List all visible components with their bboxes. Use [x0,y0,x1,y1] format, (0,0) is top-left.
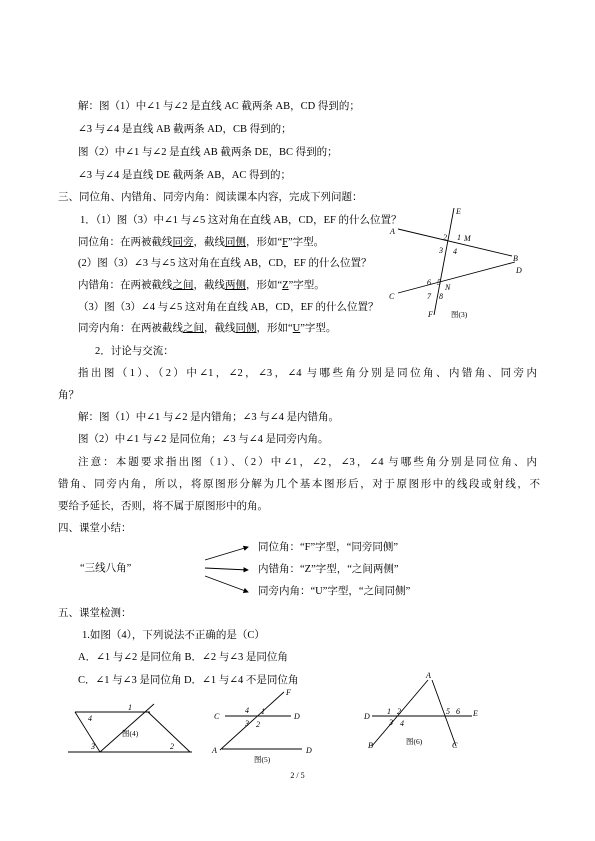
question-1: 1．（1）图（3）中∠1 与∠5 这对角在直线 AB，CD，EF 的什么位置？ [80,215,402,226]
angle-label-5: 5 [446,707,450,716]
answer-2 [78,279,325,293]
answer-2-text: 内错角：在两被截线 [78,280,173,291]
figure-6-caption: 图(6) [406,737,423,746]
angle-label-3: 3 [91,742,95,751]
point-label-a: A [212,746,217,755]
figure-4-caption: 图(4) [122,729,139,738]
answer-3-text: 同旁内角：在两被截线 [78,323,183,334]
solution-line-3: 图（2）中∠1 与∠2 是直线 AB 截两条 DE，BC 得到的； [78,147,338,158]
discussion-heading: 2．讨论与交流： [95,346,174,357]
answer-2-text: ，截线 [193,280,225,291]
answer-1-blank: F [282,237,289,248]
figure-6-diagram [362,670,480,750]
figure-5-caption: 图(5) [254,755,271,764]
diagonal-line [100,704,154,752]
point-label-b: B [368,741,373,750]
angle-label-3: 3 [389,718,393,727]
angle-label-2: 2 [397,707,401,716]
answer-1-blank: 同侧 [225,237,246,248]
angle-label-1: 1 [261,707,265,716]
transversal-line [220,692,284,750]
answer-2-text: ，形如“ [246,280,283,291]
page-number: 2 / 5 [290,771,305,780]
point-label-d: D [364,712,370,721]
arrow-to-item-2 [205,568,248,570]
angle-label-8: 8 [439,292,443,301]
answer-3-blank: U [292,323,301,334]
summary-item-2: 内错角：“Z”字型，“之间两侧” [258,564,399,575]
point-label-b: B [513,254,518,263]
point-label-f: F [428,310,433,319]
answer-1-text: ，截线 [193,237,225,248]
summary-arrows [200,540,256,602]
answer-3-blank: 同侧 [235,323,257,334]
angle-label-4: 4 [245,706,249,715]
solution-line-4: ∠3 与∠4 是直线 DE 截两条 AB，AC 得到的； [78,170,292,181]
point-label-a: A [426,671,431,680]
answer-3 [78,322,336,336]
solution-line-1: 解：图（1）中∠1 与∠2 是直线 AC 截两条 AB，CD 得到的； [78,101,360,112]
answer-2-text: ”字型。 [288,280,325,291]
angle-label-1: 1 [457,233,461,242]
discussion-question-line-2: 角？ [58,390,79,401]
answer-2-blank: Z [282,280,289,291]
answer-1-blank: 同旁 [172,237,194,248]
answer-3-text: ”字型。 [300,323,337,334]
answer-3-blank: 之间 [183,323,204,334]
angle-label-1: 1 [387,707,391,716]
point-label-a: A [390,227,395,236]
answer-3-text: ，截线 [204,323,236,334]
question-3: （3）图（3）∠4 与∠5 这对角在直线 AB，CD，EF 的什么位置？ [78,302,379,313]
figure-5-diagram [210,686,322,764]
angle-label-6: 6 [427,278,431,287]
question-2: (2）图（3）∠3 与∠5 这对角在直线 AB，CD，EF 的什么位置？ [78,258,372,269]
point-label-c: C [389,292,395,301]
point-label-e: E [456,207,461,216]
answer-3-text: ，形如“ [256,323,293,334]
angle-label-1: 1 [128,703,132,712]
angle-label-4: 4 [88,714,92,723]
point-label-d: D [516,266,522,275]
figure-3-diagram [385,200,525,320]
section4-heading: 四、课堂小结： [58,523,132,534]
angle-label-4: 4 [400,719,404,728]
point-label-e: E [473,709,478,718]
figure-4-diagram [62,696,197,762]
answer-1-text: ”字型。 [288,237,325,248]
arrow-to-item-3 [205,576,248,592]
line-ef [434,208,454,315]
angle-label-3: 3 [439,246,443,255]
point-label-d-upper: D [294,712,300,721]
answer-2-blank: 之间 [172,280,194,291]
answer-1-text: 同位角：在两被截线 [78,237,173,248]
point-label-n: N [445,283,451,292]
note-line-3: 要给予延长，否则，将不属于原图形中的角。 [58,501,268,512]
summary-root: “三线八角” [80,563,132,574]
point-label-c: C [452,741,458,750]
right-side [148,712,190,752]
section3-heading: 三、同位角、内错角、同旁内角：阅读课本内容，完成下列问题： [58,192,363,203]
note-line-2: 错角、同旁内角，所以，将原图形分解为几个基本图形后，对于原图形中的线段或射线，不 [58,479,540,490]
angle-label-4: 4 [453,247,457,256]
discussion-question-line-1: 指出图（1）、（2）中∠1，∠2，∠3，∠4 与哪些角分别是同位角、内错角、同旁内 [78,368,537,379]
summary-item-1: 同位角：“F”字型，“同旁同侧” [258,542,398,553]
point-label-d-lower: D [306,746,312,755]
angle-label-5: 5 [437,278,441,287]
answer-2-blank: 两侧 [225,280,246,291]
angle-label-7: 7 [427,292,431,301]
solution-line-2: ∠3 与∠4 是直线 AB 截两条 AD，CB 得到的； [78,124,292,135]
section5-heading: 五、课堂检测： [58,608,132,619]
angle-label-2: 2 [256,720,260,729]
angle-label-6: 6 [456,707,460,716]
angle-label-3: 3 [245,719,249,728]
answer-1-text: ，形如“ [246,237,283,248]
summary-item-3: 同旁内角：“U”字型，“之间同侧” [258,586,411,597]
test-question: 1.如图（4），下列说法不正确的是（C） [82,630,265,641]
answer-1 [78,236,324,250]
point-label-f: F [286,688,291,697]
angle-label-2: 2 [443,233,447,242]
discussion-answer-1: 解：图（1）中∠1 与∠2 是内错角；∠3 与∠4 是内错角。 [78,412,339,423]
line-cd [398,262,515,293]
angle-label-2: 2 [170,742,174,751]
point-label-m: M [464,234,471,243]
test-options-ab: A．∠1 与∠2 是同位角 B．∠2 与∠3 是同位角 [78,652,288,663]
discussion-answer-2: 图（2）中∠1 与∠2 是同位角；∠3 与∠4 是同旁内角。 [78,434,329,445]
test-options-cd: C．∠1 与∠3 是同位角 D．∠1 与∠4 不是同位角 [78,675,299,686]
arrow-to-item-1 [205,547,248,560]
side-ac [432,680,456,746]
figure-3-caption: 图(3) [451,310,468,319]
point-label-c: C [214,712,220,721]
note-line-1: 注意：本题要求指出图（1）、（2）中∠1，∠2，∠3，∠4 与哪些角分别是同位角、内 [78,457,537,468]
